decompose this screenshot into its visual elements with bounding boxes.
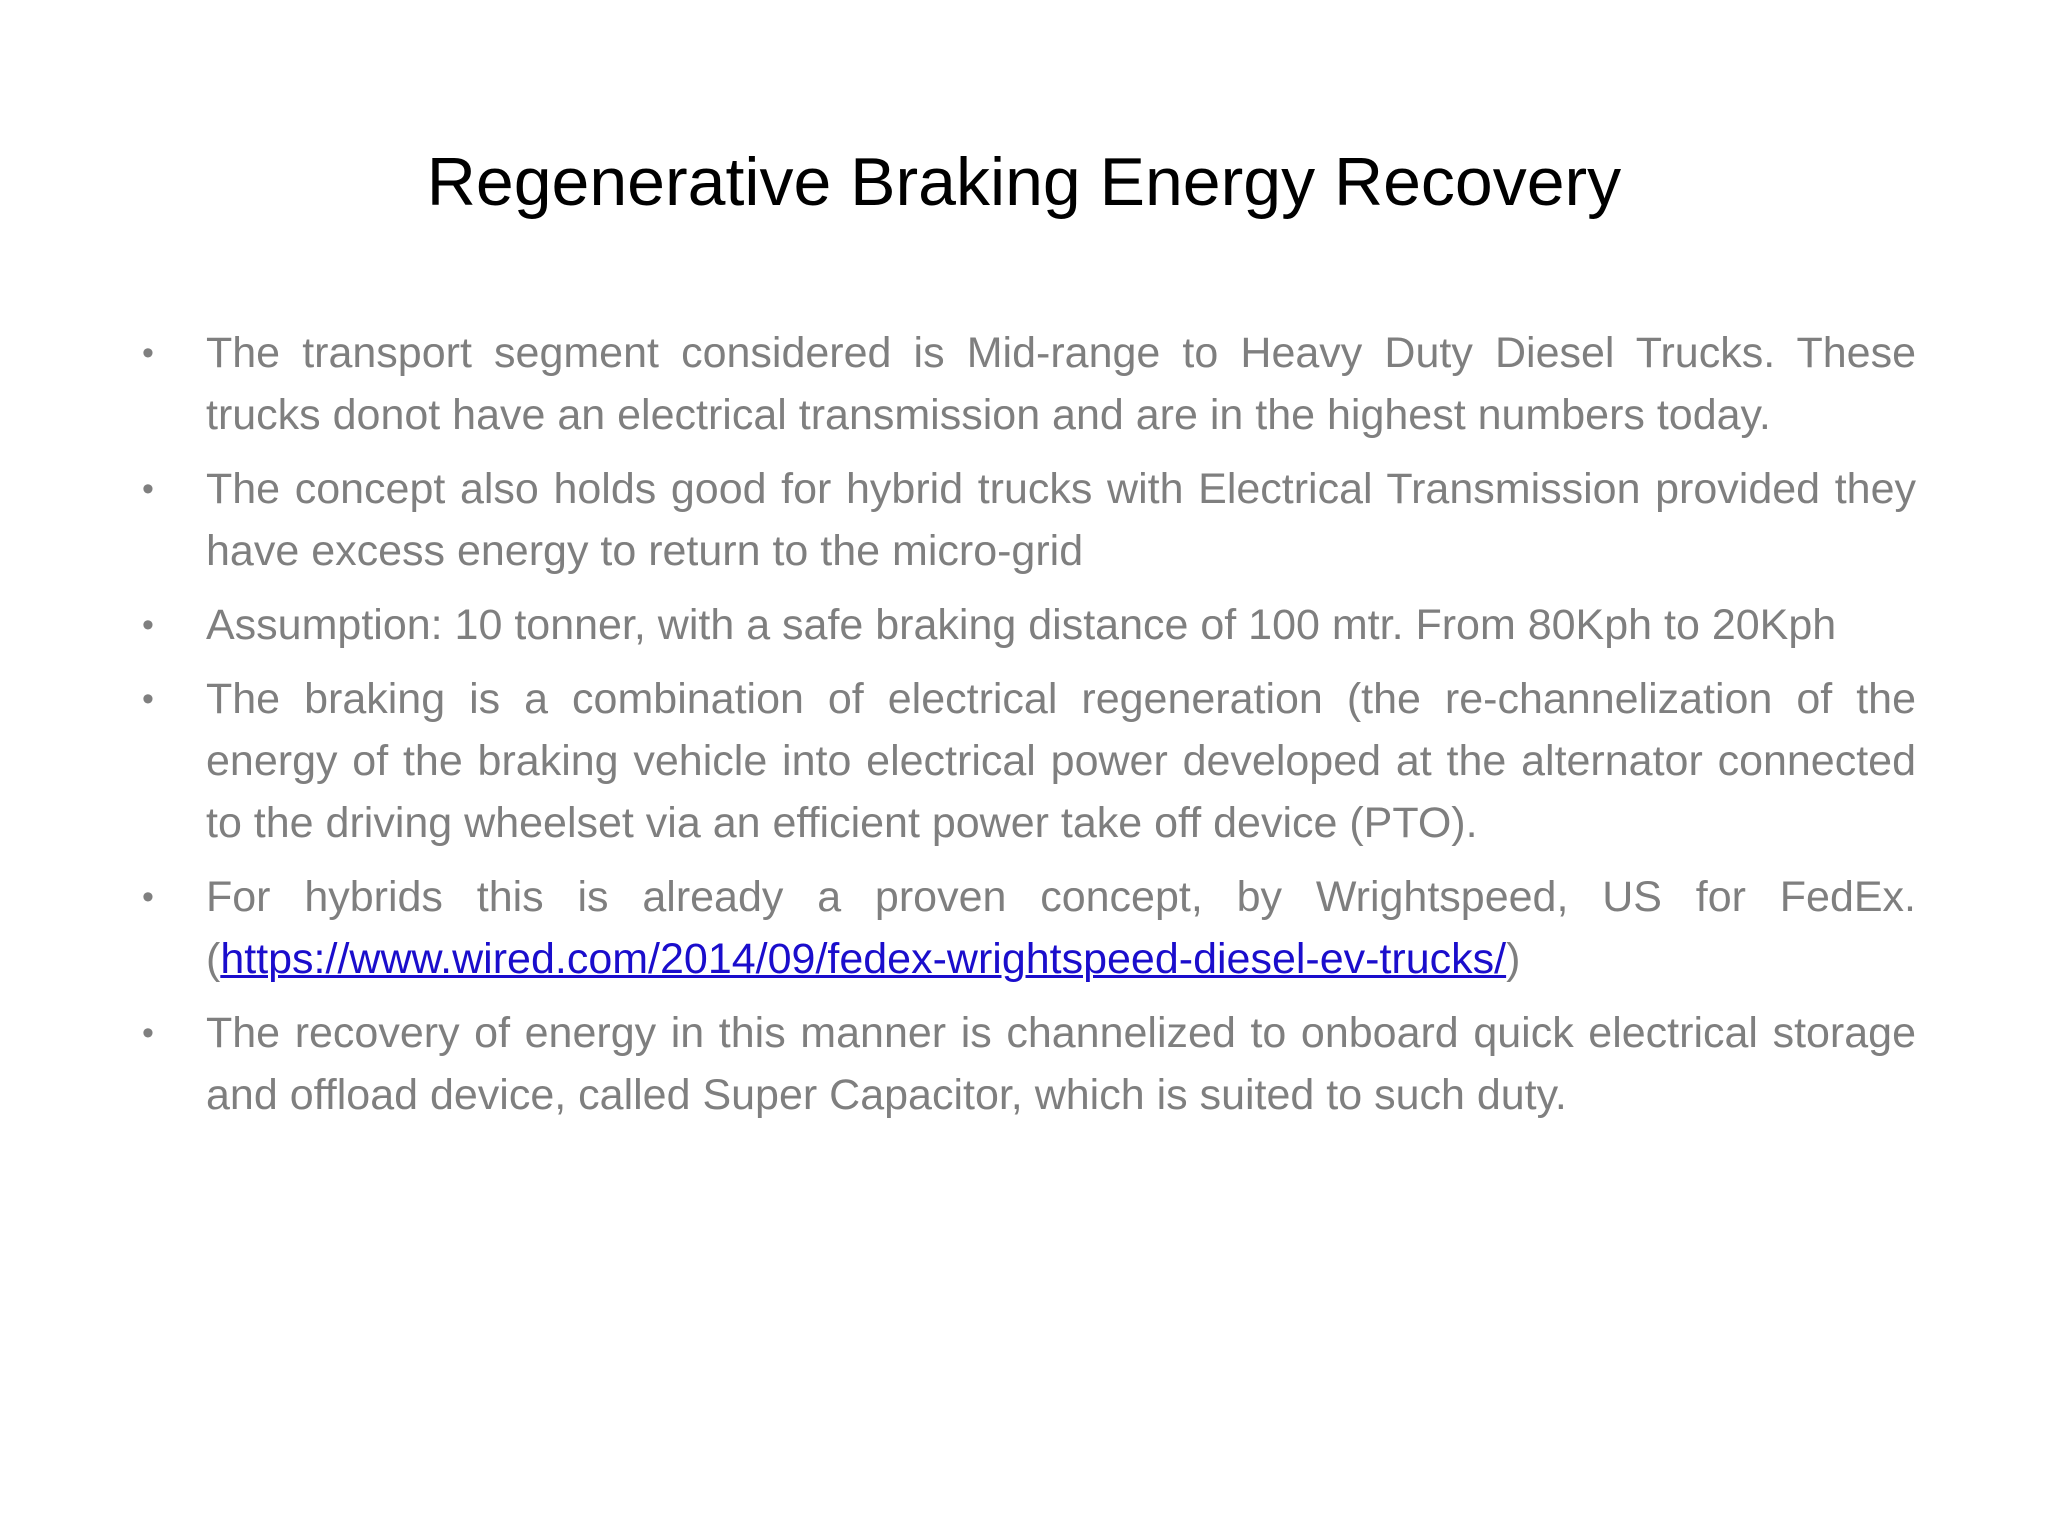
bullet-text: The recovery of energy in this manner is channelized to onboard quick electrical storage and offload device, called Super Capacitor, which is suited to such duty.	[206, 1009, 1916, 1119]
bullet-item-2	[142, 458, 1916, 582]
bullet-item-3	[142, 594, 1916, 656]
bullet-text-after-link: )	[1506, 935, 1521, 983]
bullet-dot-icon: •	[142, 1014, 154, 1052]
slide-title: Regenerative Braking Energy Recovery	[426, 144, 1622, 220]
bullet-text-before-link: For hybrids this is already a proven concept, by Wrightspeed, US for FedEx. (	[206, 873, 1916, 983]
bullet-item-5	[142, 866, 1916, 990]
bullet-list	[142, 322, 1916, 1138]
bullet-item-1	[142, 322, 1916, 446]
bullet-dot-icon: •	[142, 470, 154, 508]
bullet-dot-icon: •	[142, 878, 154, 916]
bullet-dot-icon: •	[142, 334, 154, 372]
bullet-text: The transport segment considered is Mid-range to Heavy Duty Diesel Trucks. These trucks donot have an electrical transmission and are in the highest numbers today.	[206, 329, 1916, 439]
bullet-item-6	[142, 1002, 1916, 1126]
bullet-text: The concept also holds good for hybrid trucks with Electrical Transmission provided they have excess energy to return to the micro-grid	[206, 465, 1916, 575]
bullet-item-4	[142, 668, 1916, 854]
bullet-text: The braking is a combination of electrical regeneration (the re-channelization of the energy of the braking vehicle into electrical power developed at the alternator connected to the driving wheelset via an efficient power take off device (PTO).	[206, 675, 1916, 847]
bullet-dot-icon: •	[142, 606, 154, 644]
wired-article-link[interactable]: https://www.wired.com/2014/09/fedex-wrightspeed-diesel-ev-trucks/	[220, 935, 1507, 983]
bullet-text: Assumption: 10 tonner, with a safe braking distance of 100 mtr. From 80Kph to 20Kph	[206, 601, 1837, 649]
bullet-dot-icon: •	[142, 680, 154, 718]
